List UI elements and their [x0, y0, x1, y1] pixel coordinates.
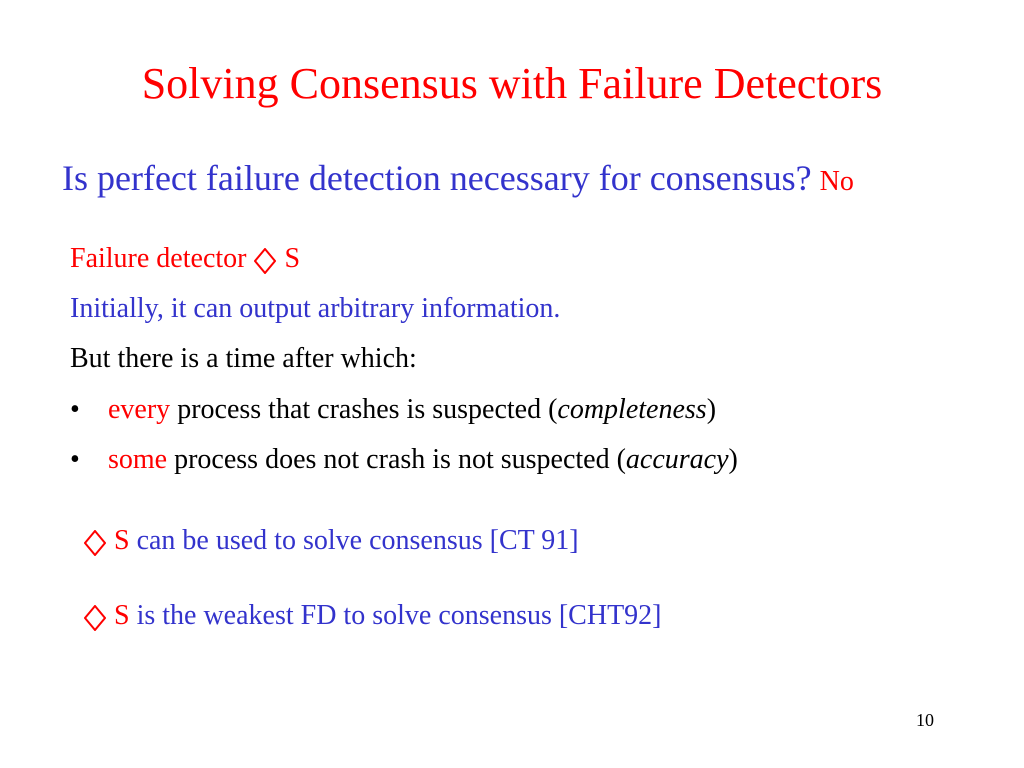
claim-line [84, 524, 579, 558]
bullet-text: process that crashes is suspected ( [170, 394, 558, 425]
bullet-text: process does not crash is not suspected ( [167, 444, 626, 475]
claim-symbol: S [114, 525, 130, 556]
bullet-keyword: some [108, 444, 168, 475]
fd-label: Failure detector [70, 243, 247, 274]
claim-text: can be used to solve consensus [CT 91] [129, 525, 579, 556]
answer-text: No [819, 166, 854, 197]
claim-symbol: S [114, 600, 130, 631]
initially-line: Initially, it can output arbitrary information. [70, 293, 561, 324]
diamond-icon [84, 530, 106, 552]
question-line [62, 156, 854, 204]
claim-text: is the weakest FD to solve consensus [CHT92] [129, 600, 662, 631]
but-there-line: But there is a time after which: [70, 343, 417, 374]
bullet-keyword: every [108, 394, 171, 425]
page-number: 10 [916, 710, 934, 730]
bullet-item [70, 393, 716, 427]
bullet-close: ) [706, 394, 717, 425]
fd-symbol: S [284, 243, 301, 274]
bullet-term: accuracy [625, 444, 729, 475]
diamond-icon [84, 605, 106, 627]
bullet-item [70, 443, 738, 477]
bullet-close: ) [728, 444, 738, 475]
diamond-icon [254, 248, 276, 270]
bullet-marker: • [70, 444, 80, 475]
failure-detector-line [70, 242, 300, 276]
claim-line [84, 599, 662, 633]
bullet-term: completeness [557, 394, 707, 425]
slide-title: Solving Consensus with Failure Detectors [141, 59, 883, 108]
bullet-marker: • [70, 394, 80, 425]
question-text: Is perfect failure detection necessary for consensus? [62, 158, 812, 198]
